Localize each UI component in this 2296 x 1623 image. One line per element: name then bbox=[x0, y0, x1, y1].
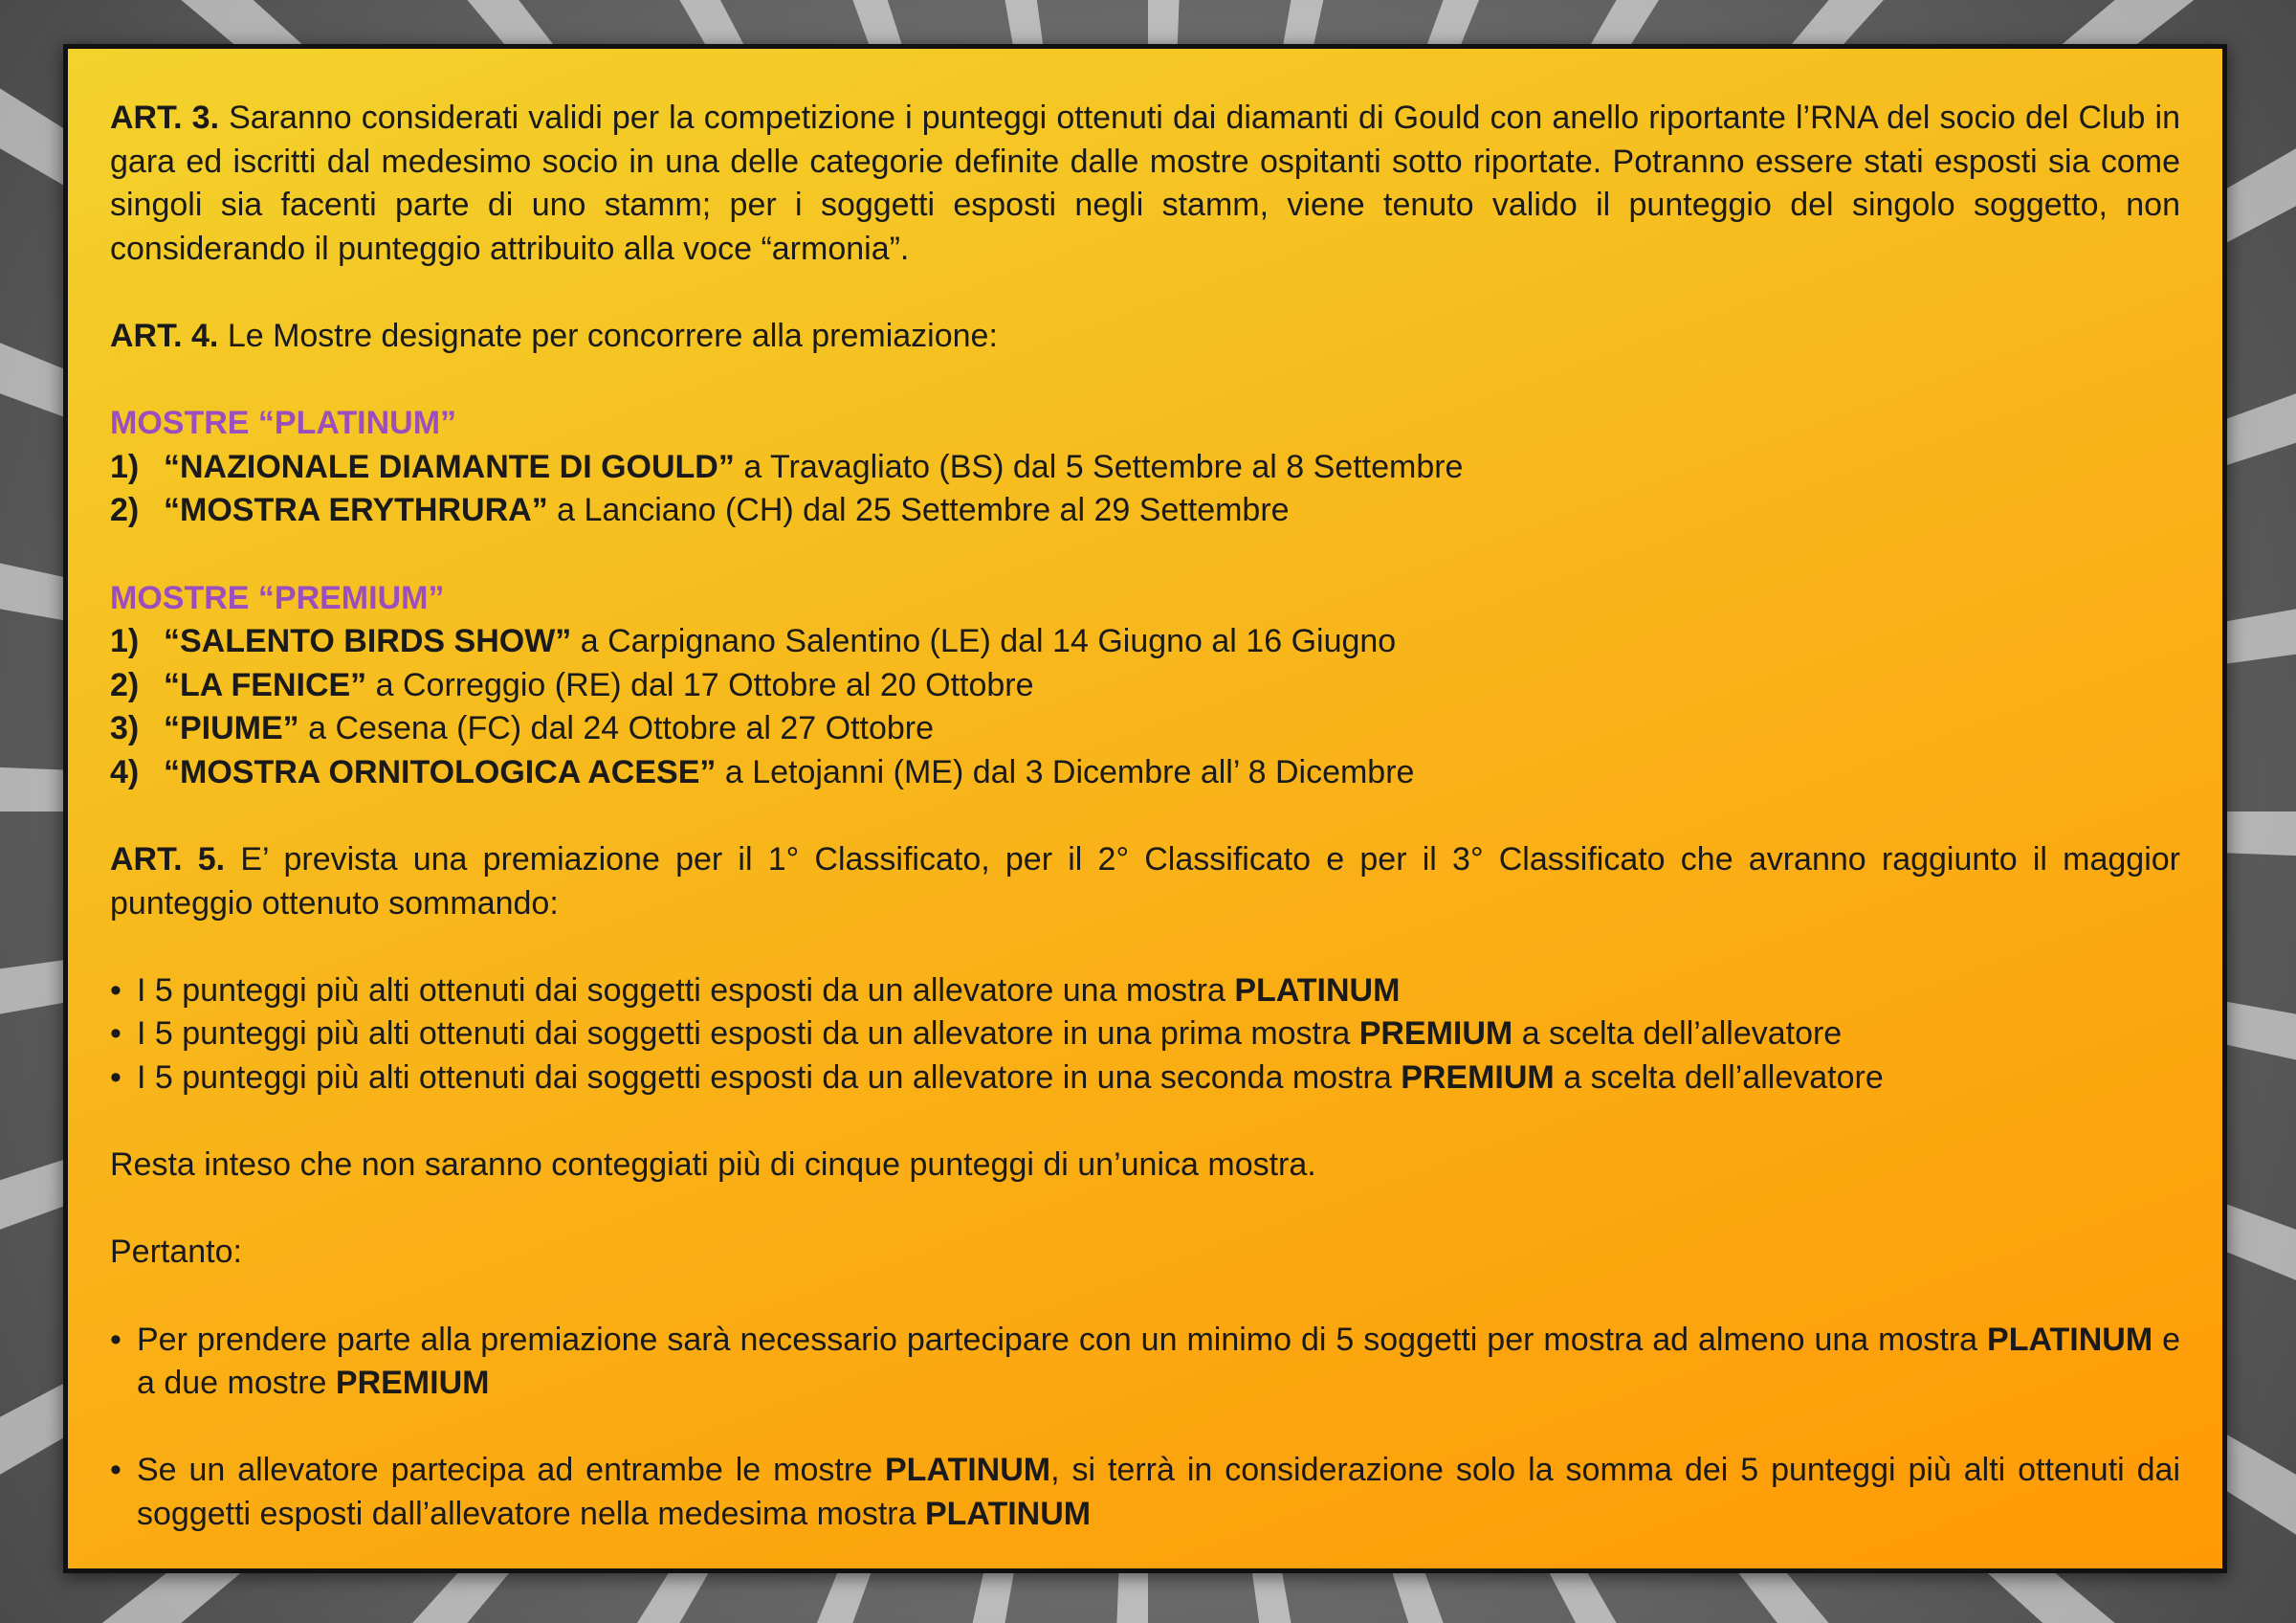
bullet-icon: • bbox=[110, 1452, 121, 1489]
art5-text: E’ prevista una premiazione per il 1° Classificato, per il 2° Classificato e per il 3° Classificato che avranno raggiunto il maggior punteggio ottenuto sommando: bbox=[110, 841, 2180, 922]
list-item bbox=[110, 1012, 2180, 1056]
rule-text: Se un allevatore partecipa ad entrambe le mostre bbox=[137, 1452, 885, 1489]
show-detail: a Letojanni (ME) dal 3 Dicembre all’ 8 Dicembre bbox=[724, 753, 1415, 790]
premium-heading: MOSTRE “PREMIUM” bbox=[110, 579, 445, 616]
item-number: 4) bbox=[110, 753, 140, 790]
bullet-text: a scelta dell’allevatore bbox=[1554, 1059, 1884, 1097]
show-detail: a Lanciano (CH) dal 25 Settembre al 29 Settembre bbox=[557, 492, 1290, 529]
show-name: “MOSTRA ORNITOLOGICA ACESE” bbox=[164, 753, 717, 790]
bullet-bold: PREMIUM bbox=[1401, 1059, 1555, 1097]
art4-paragraph bbox=[110, 315, 2180, 359]
list-item bbox=[110, 707, 2180, 751]
art3-paragraph bbox=[110, 97, 2180, 271]
list-item bbox=[110, 969, 2180, 1013]
show-detail: a Travagliato (BS) dal 5 Settembre al 8 Settembre bbox=[743, 448, 1464, 485]
regulation-card bbox=[63, 44, 2227, 1573]
bullet-icon: • bbox=[110, 1015, 121, 1053]
rule-text: e a due mostre bbox=[137, 1321, 2181, 1402]
rule-text: Per prendere parte alla premiazione sarà necessario partecipare con un minimo di 5 soggetti per mostra ad almeno una mostra bbox=[137, 1321, 1988, 1358]
art3-text: Saranno considerati validi per la competizione i punteggi ottenuti dai diamanti di Gould con anello riportante l’RNA del socio del Club in gara ed iscritti dal medesimo socio in una delle categorie definite dalle mostre ospitanti sotto riportate. Potranno essere stati esposti sia come singoli sia facenti parte di uno stamm; per i soggetti esposti negli stamm, viene tenuto valido il punteggio del singolo soggetto, non considerando il punteggio attribuito alla voce “armonia”. bbox=[110, 100, 2180, 267]
bullet-text: I 5 punteggi più alti ottenuti dai soggetti esposti da un allevatore una mostra bbox=[137, 971, 1235, 1009]
rule-bold: PLATINUM bbox=[924, 1496, 1092, 1532]
pertanto-paragraph: Pertanto: bbox=[110, 1234, 242, 1271]
list-item bbox=[110, 620, 2180, 664]
platinum-heading: MOSTRE “PLATINUM” bbox=[110, 405, 457, 442]
premium-list bbox=[110, 620, 2180, 794]
bullet-icon: • bbox=[110, 971, 121, 1009]
rule-text: , si terrà in considerazione solo la somma dei 5 punteggi più alti ottenuti dai soggetti esposti dall’allevatore nella medesima mostra bbox=[137, 1452, 2181, 1532]
art3-label: ART. 3. bbox=[110, 100, 220, 136]
show-detail: a Cesena (FC) dal 24 Ottobre al 27 Ottobre bbox=[308, 710, 935, 747]
show-name: “PIUME” bbox=[164, 710, 299, 747]
item-number: 2) bbox=[110, 666, 140, 703]
show-name: “MOSTRA ERYTHRURA” bbox=[164, 492, 548, 529]
bullet-icon: • bbox=[110, 1059, 121, 1097]
platinum-list bbox=[110, 446, 2180, 533]
list-item bbox=[110, 664, 2180, 708]
show-detail: a Correggio (RE) dal 17 Ottobre al 20 Ottobre bbox=[375, 666, 1034, 703]
rule-bold: PLATINUM bbox=[1987, 1321, 2153, 1358]
item-number: 3) bbox=[110, 710, 140, 747]
art4-label: ART. 4. bbox=[110, 317, 219, 354]
bullet-bold: PLATINUM bbox=[1234, 971, 1401, 1009]
list-item bbox=[110, 1056, 2180, 1101]
show-name: “NAZIONALE DIAMANTE DI GOULD” bbox=[164, 448, 735, 485]
bullet-bold: PREMIUM bbox=[1358, 1015, 1513, 1053]
list-item bbox=[110, 751, 2180, 795]
bullet-text: I 5 punteggi più alti ottenuti dai soggetti esposti da un allevatore in una prima mostra bbox=[137, 1015, 1359, 1053]
scoring-bullet-list bbox=[110, 969, 2180, 1101]
bullet-text: I 5 punteggi più alti ottenuti dai soggetti esposti da un allevatore in una seconda mostra bbox=[137, 1059, 1402, 1097]
art4-text: Le Mostre designate per concorrere alla premiazione: bbox=[227, 317, 998, 354]
art5-paragraph bbox=[110, 838, 2180, 925]
bullet-text: a scelta dell’allevatore bbox=[1512, 1015, 1843, 1053]
item-number: 2) bbox=[110, 492, 140, 529]
show-name: “LA FENICE” bbox=[164, 666, 367, 703]
show-detail: a Carpignano Salentino (LE) dal 14 Giugno al 16 Giugno bbox=[580, 623, 1397, 660]
bullet-icon: • bbox=[110, 1321, 121, 1358]
item-number: 1) bbox=[110, 448, 140, 485]
show-name: “SALENTO BIRDS SHOW” bbox=[164, 623, 572, 660]
rule-2 bbox=[110, 1449, 2180, 1536]
rule-bold: PLATINUM bbox=[884, 1452, 1051, 1489]
list-item bbox=[110, 446, 2180, 490]
resta-paragraph: Resta inteso che non saranno conteggiati più di cinque punteggi di un’unica mostra. bbox=[110, 1146, 1316, 1184]
item-number: 1) bbox=[110, 623, 140, 660]
rule-1 bbox=[110, 1319, 2180, 1406]
list-item bbox=[110, 489, 2180, 533]
art5-label: ART. 5. bbox=[110, 841, 226, 878]
rule-bold: PREMIUM bbox=[335, 1365, 490, 1402]
